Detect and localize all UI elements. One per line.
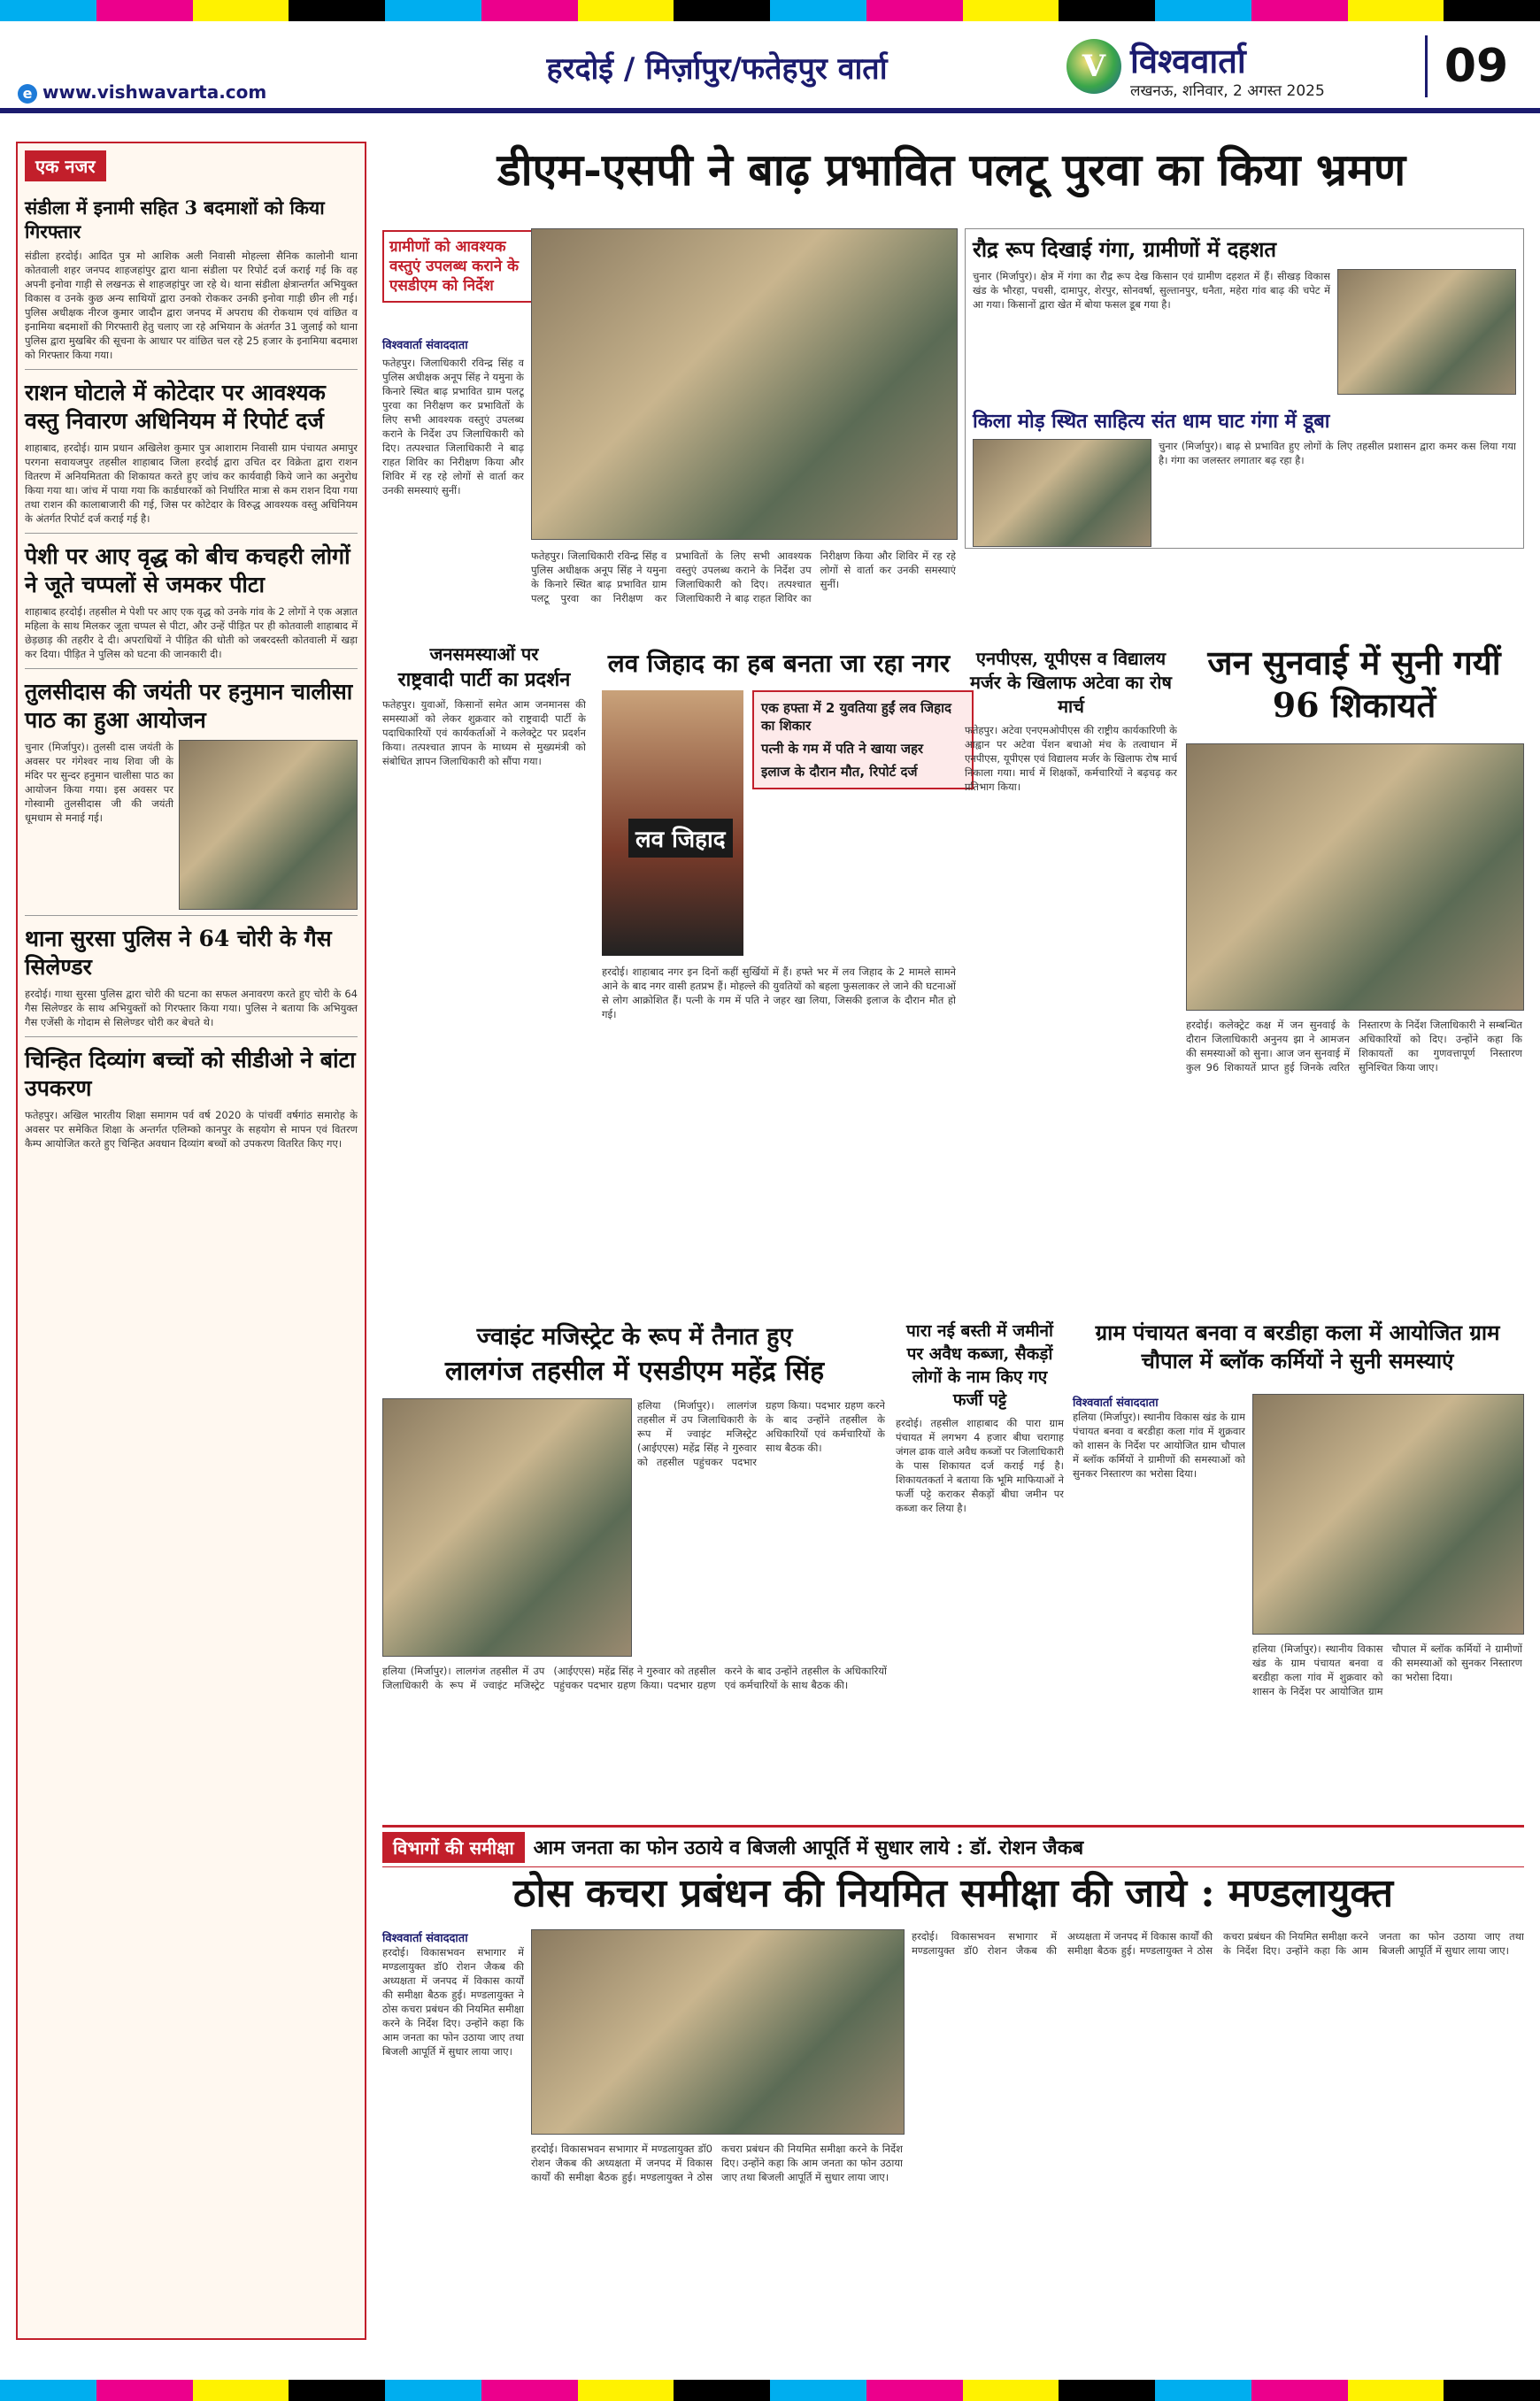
chaupal-headline: ग्राम पंचायत बनवा व बरडीहा कला में आयोजित ग्राम चौपाल में ब्लॉक कर्मियों ने सुनी समस्याएं [1095, 1320, 1500, 1374]
sdm-headline-line2: लालगंज तहसील में एसडीएम महेंद्र सिंह [444, 1356, 825, 1387]
bullet-item: इलाज के दौरान मौत, रिपोर्ट दर्ज [761, 764, 918, 780]
divider [25, 533, 358, 534]
flood-text: चुनार (मिर्जापुर)। क्षेत्र में गंगा का रौद्र रूप देख किसान एवं ग्रामीण दहशत में हैं। सीखड़ विकास खंड के भौरहा, पचसी, दामापुर, शेरपुर, सोनवर्षा, सुल्तानपुर, धनैता, महेरा गांव बाढ़ की चपेट में आ गया। किसानों द्वारा खेत में बोया फसल डूब गया है। [973, 270, 1330, 311]
color-swatch [1059, 2380, 1155, 2401]
color-swatch [1348, 0, 1444, 21]
bottom-text: हरदोई। विकासभवन सभागार में मण्डलायुक्त डॉ0 रोशन जैकब की अध्यक्षता में जनपद में विकास कार्यों की समीक्षा बैठक हुई। मण्डलायुक्त ने ठोस कचरा प्रबंधन की नियमित समीक्षा करने के निर्देश दिए। उन्होंने कहा कि आम जनता का फोन उठाया जाए तथा बिजली आपूर्ति में सुधार लाया जाए। [382, 1946, 524, 2058]
sdm-text-cont: हलिया (मिर्जापुर)। लालगंज तहसील में उप जिलाधिकारी के रूप में ज्वाइंट मजिस्ट्रेट (आईएएस) महेंद्र सिंह ने गुरुवार को तहसील पहुंचकर पदभार ग्रहण किया। पदभार ग्रहण करने के बाद उन्होंने तहसील के अधिकारियों एवं कर्मचारियों के साथ बैठक की। [382, 1665, 887, 1691]
bottom-kicker-bar [382, 1825, 1524, 1867]
story-headline: राशन घोटाले में कोटेदार पर आवश्यक वस्तु निवारण अधिनियम में रिपोर्ट दर्ज [25, 380, 326, 434]
chaupal-photo [1252, 1394, 1524, 1635]
website-text: www.vishwavarta.com [42, 81, 267, 103]
top-colorbar [0, 0, 1540, 21]
love-jihad-headline: लव जिहाद का हब बनता जा रहा नगर [607, 649, 951, 678]
bottom-text-block [382, 1929, 524, 2336]
story-headline: तुलसीदास की जयंती पर हनुमान चालीसा पाठ का हुआ आयोजन [25, 679, 353, 733]
love-jihad-image-caption: लव जिहाद [628, 819, 733, 858]
color-swatch [578, 2380, 674, 2401]
love-jihad-image [602, 690, 743, 956]
main-callout: ग्रामीणों को आवश्यक वस्तुएं उपलब्ध कराने के एसडीएम को निर्देश [382, 230, 536, 303]
flood-headline: रौद्र रूप दिखाई गंगा, ग्रामीणों में दहशत [973, 236, 1277, 262]
color-swatch [1155, 0, 1251, 21]
main-headline: डीएम-एसपी ने बाढ़ प्रभावित पलटू पुरवा का किया भ्रमण [497, 143, 1406, 196]
flood-sub-text: चुनार (मिर्जापुर)। बाढ़ से प्रभावित हुए लोगों के लिए तहसील प्रशासन द्वारा कमर कस लिया गया है। गंगा का जलस्तर लगातार बढ़ रहा है। [1159, 440, 1516, 466]
bottom-byline: विश्ववार्ता संवाददाता [382, 1932, 468, 1945]
masthead-logo [1066, 35, 1403, 100]
flood-story [965, 228, 1524, 549]
story-text: शाहाबाद, हरदोई। ग्राम प्रधान अखिलेश कुमार पुत्र आशाराम निवासी ग्राम पंचायत अमापुर परगना सवायजपुर तहसील शाहाबाद जिला हरदोई द्वारा उचित दर विक्रेता द्वारा राशन वितरण में अनियमितता की शिकायत करते हुए जांच कर कार्यवाही किये जाने का अनुरोध किया गया था। जांच में पाया गया कि कार्डधारकों को निर्धारित मात्रा से कम राशन दिया गया तथा राशन की कालाबाजारी की गई, जिस पर कोटेदार के विरुद्ध आवश्यक वस्तु अधिनियम के अंतर्गत रिपोर्ट दर्ज कराई गई है। [25, 442, 358, 525]
ups-headline: एनपीएस, यूपीएस व विद्यालय मर्जर के खिलाफ अटेवा का रोष मार्च [970, 648, 1172, 717]
main-byline: विश्ववार्ता संवाददाता [382, 339, 468, 352]
bullet-item: एक हफ्ता में 2 युवतिया हुईं लव जिहाद का शिकार [761, 700, 951, 734]
color-swatch [0, 0, 96, 21]
news-photo [179, 740, 358, 910]
color-swatch [289, 2380, 385, 2401]
jan-sunwai-photo [1186, 743, 1524, 1011]
color-swatch [578, 0, 674, 21]
bottom-text-cont: हरदोई। विकासभवन सभागार में मण्डलायुक्त डॉ0 रोशन जैकब की अध्यक्षता में जनपद में विकास कार्यों की समीक्षा बैठक हुई। मण्डलायुक्त ने ठोस कचरा प्रबंधन की नियमित समीक्षा करने के निर्देश दिए। उन्होंने कहा कि आम जनता का फोन उठाया जाए तथा बिजली आपूर्ति में सुधार लाया जाए। [531, 2143, 903, 2183]
sdm-headline [382, 1319, 887, 1388]
color-swatch [963, 0, 1059, 21]
ups-text: फतेहपुर। अटेवा एनएमओपीएस की राष्ट्रीय कार्यकारिणी के आह्वान पर अटेवा पेंशन बचाओ मंच के तत्वाधान में एनपीएस, यूपीएस एवं विद्यालय मर्जर के खिलाफ रोष मार्च निकाला गया। मार्च में शिक्षकों, कर्मचारियों ने बढ़चढ़ कर प्रतिभाग किया। [965, 724, 1177, 793]
divider [25, 1036, 358, 1037]
color-swatch [963, 2380, 1059, 2401]
ups-story [965, 646, 1177, 1301]
chaupal-text-cont: हलिया (मिर्जापुर)। स्थानीय विकास खंड के ग्राम पंचायत बनवा व बरडीहा कला गांव में शुक्रवार को शासन के निर्देश पर आयोजित ग्राम चौपाल में ब्लॉक कर्मियों ने ग्रामीणों की समस्याओं को सुनकर निस्तारण का भरोसा दिया। [1252, 1643, 1522, 1697]
color-swatch [385, 2380, 481, 2401]
color-swatch [866, 0, 963, 21]
main-photo [531, 228, 958, 540]
chaupal-text: हलिया (मिर्जापुर)। स्थानीय विकास खंड के ग्राम पंचायत बनवा व बरडीहा कला गांव में शुक्रवार को शासन के निर्देश पर आयोजित ग्राम चौपाल में ब्लॉक कर्मियों ने ग्रामीणों की समस्याओं को सुनकर निस्तारण का भरोसा दिया। [1073, 1411, 1245, 1480]
brand-logo-icon: V [1066, 39, 1121, 94]
land-headline: पारा नई बस्ती में जमीनों पर अवैध कब्जा, सैकड़ों लोगों के नाम किए गए फर्जी पट्टे [906, 1321, 1053, 1410]
main-text: फतेहपुर। जिलाधिकारी रविन्द्र सिंह व पुलिस अधीक्षक अनूप सिंह ने यमुना के किनारे स्थित बाढ़ प्रभावित ग्राम पलटू पुरवा का निरीक्षण कर प्रभावितों के लिए सभी आवश्यक वस्तुएं उपलब्ध कराने के निर्देश उप जिलाधिकारी को दिए। तत्पश्चात जिलाधिकारी ने बाढ़ राहत शिविर का निरीक्षण किया और शिविर में रह रहे लोगों से वार्ता कर उनकी समस्याएं सुनीं। [382, 357, 524, 496]
color-swatch [770, 0, 866, 21]
bottom-tag: विभागों की समीक्षा [382, 1832, 525, 1863]
protest-headline: राष्ट्रवादी पार्टी का प्रदर्शन [397, 668, 571, 691]
header-divider [0, 108, 1540, 113]
flood-sub-headline: किला मोड़ स्थित साहित्य संत धाम घाट गंगा में डूबा [973, 410, 1330, 433]
love-jihad-bullets [752, 690, 974, 789]
story-headline: संडीला में इनामी सहित 3 बदमाशों को किया गिरफ्तार [25, 196, 325, 242]
date-line: लखनऊ, शनिवार, 2 अगस्त 2025 [1130, 82, 1325, 100]
sdm-text: हलिया (मिर्जापुर)। लालगंज तहसील में उप जिलाधिकारी के रूप में ज्वाइंट मजिस्ट्रेट (आईएएस) महेंद्र सिंह ने गुरुवार को तहसील पहुंचकर पदभार ग्रहण किया। पदभार ग्रहण करने के बाद उन्होंने तहसील के अधिकारियों एवं कर्मचारियों के साथ बैठक की। [637, 1399, 885, 1468]
color-swatch [289, 0, 385, 21]
color-swatch [385, 0, 481, 21]
jan-sunwai-text: हरदोई। कलेक्ट्रेट कक्ष में जन सुनवाई के दौरान जिलाधिकारी अनुनय झा ने आमजन की समस्याओं को सुना। आज जन सुनवाई में कुल 96 शिकायतें प्राप्त हुई जिनके त्वरित निस्तारण के निर्देश जिलाधिकारी ने सम्बन्धित अधिकारियों को दिए। उन्होंने कहा कि शिकायतों का गुणवत्तापूर्ण निस्तारण सुनिश्चित किया जाए। [1186, 1019, 1522, 1074]
color-swatch [481, 2380, 578, 2401]
color-swatch [1444, 0, 1540, 21]
color-swatch [770, 2380, 866, 2401]
ghat-photo [973, 439, 1151, 547]
color-swatch [0, 2380, 96, 2401]
left-column [16, 142, 366, 2340]
story-text: चुनार (मिर्जापुर)। तुलसी दास जयंती के अवसर पर गंगेश्वर नाथ शिवा जी के मंदिर पर सुन्दर हनुमान चालीसा पाठ का आयोजन किया गया। इस अवसर पर गोस्वामी तुलसीदास जी की जयंती धूमधाम से मनाई गई। [25, 741, 173, 824]
sdm-headline-line1: ज्वाइंट मजिस्ट्रेट के रूप में तैनात हुए [476, 1323, 793, 1351]
page-number: 09 [1425, 35, 1525, 97]
jan-sunwai-headline: जन सुनवाई में सुनी गयीं 96 शिकायतें [1207, 643, 1501, 725]
chaupal-byline: विश्ववार्ता संवाददाता [1073, 1397, 1159, 1410]
brand-name: विश्ववार्ता [1130, 41, 1246, 81]
story-headline: पेशी पर आए वृद्ध को बीच कचहरी लोगों ने जूते चप्पलों से जमकर पीटा [25, 543, 350, 597]
bottom-text-cols: हरदोई। विकासभवन सभागार में मण्डलायुक्त डॉ0 रोशन जैकब की अध्यक्षता में जनपद में विकास कार्यों की समीक्षा बैठक हुई। मण्डलायुक्त ने ठोस कचरा प्रबंधन की नियमित समीक्षा करने के निर्देश दिए। उन्होंने कहा कि आम जनता का फोन उठाया जाए तथा बिजली आपूर्ति में सुधार लाया जाए। [912, 1930, 1524, 1957]
color-swatch [674, 2380, 770, 2401]
color-swatch [1348, 2380, 1444, 2401]
color-swatch [96, 2380, 193, 2401]
ek-nazar-tag: एक नजर [25, 150, 106, 181]
color-swatch [674, 0, 770, 21]
bullet-item: पत्नी के गम में पति ने खाया जहर [761, 741, 924, 757]
story-headline: थाना सुरसा पुलिस ने 64 चोरी के गैस सिलेण्डर [25, 926, 332, 980]
section-title: हरदोई / मिर्ज़ापुर/फतेहपुर वार्ता [546, 51, 888, 87]
story-headline: चिन्हित दिव्यांग बच्चों को सीडीओ ने बांटा उपकरण [25, 1047, 356, 1101]
story-text: हरदोई। गाथा सुरसा पुलिस द्वारा चोरी की घटना का सफल अनावरण करते हुए चोरी के 64 गैस सिलेण्डर के साथ अभियुक्तों को गिरफ्तार किया गया। पुलिस ने बताया कि अभियुक्त गैस एजेंसी के गोदाम से सिलेण्डर चोरी कर बेचते थे। [25, 988, 358, 1028]
protest-kicker: जनसमस्याओं पर [429, 643, 539, 665]
bottom-photo [531, 1929, 905, 2135]
color-swatch [1059, 0, 1155, 21]
land-text: हरदोई। तहसील शाहाबाद की पारा ग्राम पंचायत में लगभग 4 हजार बीघा चरागाह जंगल ढाक वाले अवैध कब्जों पर जिलाधिकारी के पास शिकायत दर्ज कराई गई है। शिकायतकर्ता ने बताया कि भूमि माफियाओं ने फर्जी पट्टे कराकर सैकड़ों बीघा जमीन पर कब्जा कर लिया है। [896, 1417, 1064, 1514]
divider [25, 915, 358, 916]
color-swatch [481, 0, 578, 21]
story-text: संडीला हरदोई। आदित पुत्र मो आशिक अली निवासी मोहल्ला सैनिक कालोनी थाना कोतवाली शहर जनपद शाहजहांपुर द्वारा थाना संडीला पर रिपोर्ट दर्ज कराई गई कि वह अपनी इनोवा गाड़ी से लखनऊ से शाहजहांपुर जा रहे थे। थाना संडीला क्षेत्रान्तर्गत अभियुक्त विकास व उनके कुछ अन्य साथियों द्वारा उनको रोककर उनकी इनोवा गाड़ी छीन ली गई। पुलिस अधीक्षक नीरज कुमार जादौन द्वारा जनपद में अपराध की रोकथाम एवं वांछित व इनामिया बदमाशों की गिरफ्तारी हेतु चलाए जा रहे अभियान के अंतर्गत 31 जुलाई को थाना पुलिस द्वारा मुखबिर की सूचना के आधार पर वांछित चल रहे 25 हजार के इनामिया बदमाश को गिरफ्तार किया गया। [25, 250, 358, 361]
color-swatch [866, 2380, 963, 2401]
story-text: फतेहपुर। अखिल भारतीय शिक्षा समागम पर्व वर्ष 2020 के पांचवीं वर्षगांठ समारोह के अवसर पर समेकित शिक्षा के अन्तर्गत एलिम्को कानपुर के सहयोग से मापन एवं वितरण कैम्प आयोजित करते हुए चिन्हित अवधान दिव्यांग बच्चों को उपकरण वितरित किए गए। [25, 1109, 358, 1150]
protest-text: फतेहपुर। युवाओं, किसानों समेत आम जनमानस की समस्याओं को लेकर शुक्रवार को राष्ट्रवादी पार्टी के पदाधिकारियों एवं कार्यकर्ताओं ने कलेक्ट्रेट पर प्रदर्शन किया। तत्पश्चात ज्ञापन के माध्यम से मुख्यमंत्री को संबोधित ज्ञापन जिलाधिकारी को सौंपा गया। [382, 698, 586, 767]
divider [25, 668, 358, 669]
color-swatch [1251, 2380, 1348, 2401]
color-swatch [1155, 2380, 1251, 2401]
divider [25, 369, 358, 370]
protest-story [382, 642, 586, 1314]
sdm-photo [382, 1398, 632, 1657]
flood-photo [1337, 269, 1516, 395]
color-swatch [1251, 0, 1348, 21]
story-text: शाहाबाद हरदोई। तहसील मे पेशी पर आए एक वृद्ध को उनके गांव के 2 लोगों ने एक अज्ञात महिला के साथ मिलकर जूता चप्पल से पीटा, और उन्हें पीड़ित पर ही कोतवाली शाहाबाद में छेड़छाड़ की तहरीर दे दी। अपराधियों ने पीड़ित की धोती को जबरदस्ती कोतवाली में खड़ा कर दिया। पीड़ित ने पुलिस को घटना की जानकारी दी। [25, 605, 358, 660]
color-swatch [96, 0, 193, 21]
main-text-cont: फतेहपुर। जिलाधिकारी रविन्द्र सिंह व पुलिस अधीक्षक अनूप सिंह ने यमुना के किनारे स्थित बाढ़ प्रभावित ग्राम पलटू पुरवा का निरीक्षण कर प्रभावितों के लिए सभी आवश्यक वस्तुएं उपलब्ध कराने के निर्देश उप जिलाधिकारी को दिए। तत्पश्चात जिलाधिकारी ने बाढ़ राहत शिविर का निरीक्षण किया और शिविर में रह रहे लोगों से वार्ता कर उनकी समस्याएं सुनीं। [531, 550, 956, 604]
bottom-headline: ठोस कचरा प्रबंधन की नियमित समीक्षा की जाये : मण्डलायुक्त [512, 1871, 1394, 1916]
land-story [896, 1319, 1064, 1814]
color-swatch [1444, 2380, 1540, 2401]
bottom-colorbar [0, 2380, 1540, 2401]
chaupal-text-block [1073, 1394, 1245, 1810]
website-url[interactable] [18, 81, 266, 104]
browser-icon: e [18, 84, 37, 104]
color-swatch [193, 0, 289, 21]
bottom-kicker: आम जनता का फोन उठाये व बिजली आपूर्ति में सुधार लाये : डॉ. रोशन जैकब [533, 1836, 1084, 1859]
love-jihad-text: हरदोई। शाहाबाद नगर इन दिनों कहीं सुर्खियों में हैं। हफ्ते भर में लव जिहाद के 2 मामले सामने आने के बाद नगर वासी हतप्रभ हैं। मोहल्ले की युवतियों को बहला फुसलाकर ले जाने की घटनाओं से लोग आक्रोशित हैं। पत्नी के गम में पति ने जहर खा लिया, जिसकी इलाज के दौरान मौत हो गई। [602, 966, 956, 1020]
color-swatch [193, 2380, 289, 2401]
